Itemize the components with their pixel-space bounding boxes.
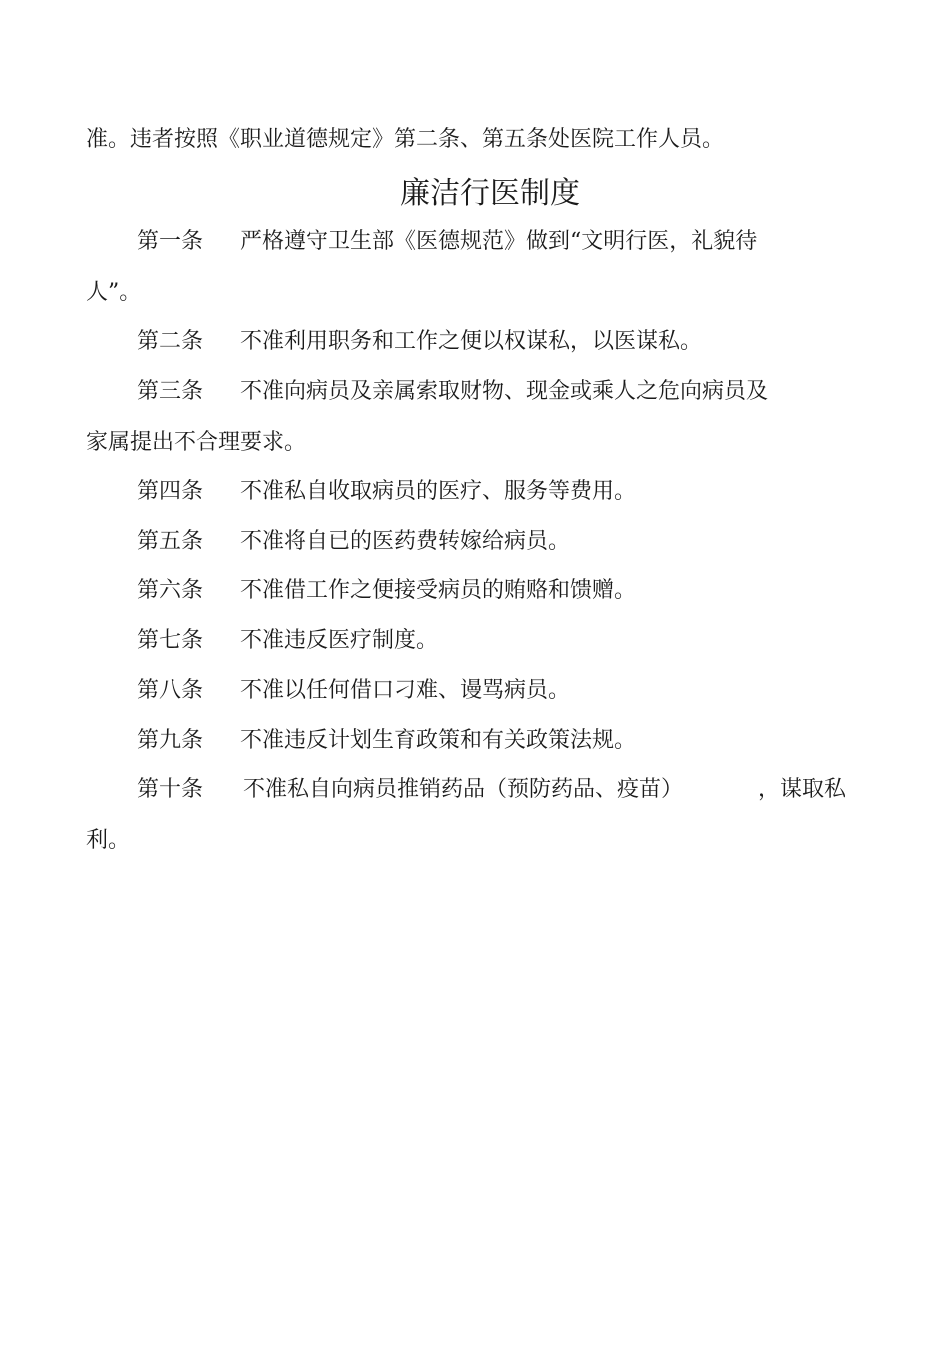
article-2-text: 不准利用职务和工作之便以权谋私，以医谋私。	[240, 329, 703, 354]
article-7-label: 第七条	[137, 628, 204, 653]
intro-line: 准。违者按照《职业道德规定》第二条、第五条处医院工作人员。	[86, 127, 725, 152]
article-8-label: 第八条	[137, 678, 204, 703]
article-9-label: 第九条	[137, 728, 204, 753]
article-8-text: 不准以任何借口刁难、谩骂病员。	[240, 678, 571, 703]
article-3-continuation: 家属提出不合理要求。	[86, 430, 307, 455]
page-title: 廉洁行医制度	[400, 176, 580, 211]
article-1-label: 第一条	[137, 229, 204, 254]
article-4-label: 第四条	[137, 479, 204, 504]
article-10-text: 不准私自向病员推销药品（预防药品、疫苗）	[243, 777, 684, 802]
article-3-label: 第三条	[137, 379, 204, 404]
article-6-text: 不准借工作之便接受病员的贿赂和馈赠。	[240, 578, 637, 603]
article-3-text: 不准向病员及亲属索取财物、现金或乘人之危向病员及	[240, 379, 769, 404]
article-4-text: 不准私自收取病员的医疗、服务等费用。	[240, 479, 637, 504]
article-1-continuation: 人”。	[86, 280, 142, 305]
article-10-continuation: 利。	[86, 828, 131, 853]
article-2-label: 第二条	[137, 329, 204, 354]
article-1-text: 严格遵守卫生部《医德规范》做到“文明行医，礼貌待	[240, 229, 758, 254]
article-10-label: 第十条	[137, 777, 204, 802]
article-5-text: 不准将自已的医药费转嫁给病员。	[240, 529, 571, 554]
article-7-text: 不准违反医疗制度。	[240, 628, 439, 653]
article-9-text: 不准违反计划生育政策和有关政策法规。	[240, 728, 637, 753]
article-5-label: 第五条	[137, 529, 204, 554]
article-10-tail: ，谋取私	[758, 777, 847, 802]
article-6-label: 第六条	[137, 578, 204, 603]
